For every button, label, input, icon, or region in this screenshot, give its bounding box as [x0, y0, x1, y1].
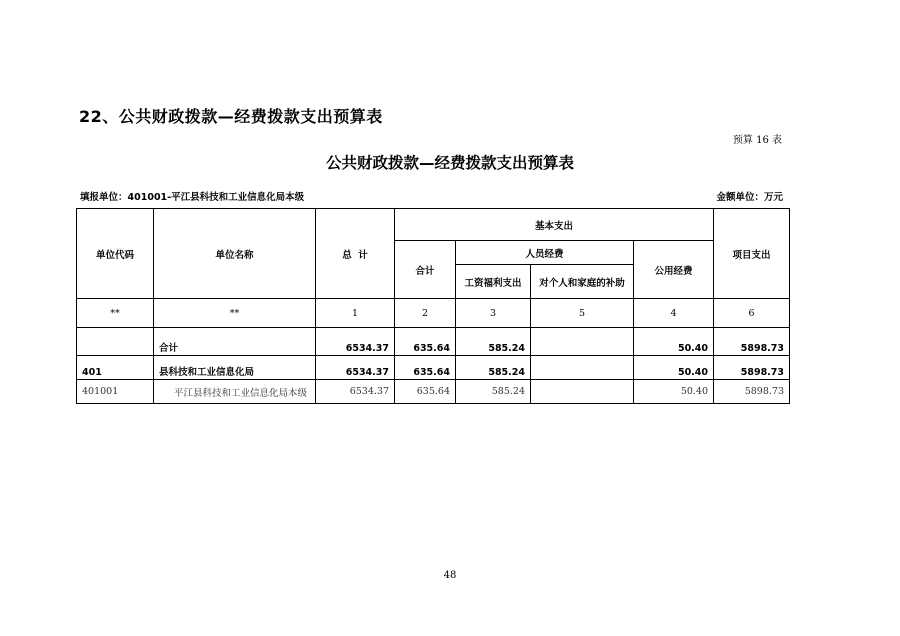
- table-title: 公共财政拨款—经费拨款支出预算表: [325, 154, 574, 172]
- table-row-total: [77, 328, 790, 356]
- index-cell: 4: [634, 299, 714, 328]
- header-total: 总 计: [316, 209, 395, 299]
- header-public-funds: 公用经费: [634, 241, 714, 299]
- header-basic-expenditure: 基本支出: [395, 209, 714, 241]
- table-row-department: [77, 356, 790, 380]
- index-cell: **: [154, 299, 316, 328]
- cell-name: 县科技和工业信息化局: [154, 356, 316, 380]
- cell-subsidy: [531, 380, 634, 404]
- index-cell: 5: [531, 299, 634, 328]
- index-cell: 3: [456, 299, 531, 328]
- cell-total: 6534.37: [316, 380, 395, 404]
- cell-name: 合计: [154, 328, 316, 356]
- cell-subsidy: [531, 328, 634, 356]
- cell-total: 6534.37: [316, 356, 395, 380]
- cell-public: 50.40: [634, 356, 714, 380]
- header-unit-code: 单位代码: [77, 209, 154, 299]
- index-cell: 1: [316, 299, 395, 328]
- page-number: 48: [443, 570, 457, 581]
- budget-table: [76, 208, 790, 404]
- header-project-expenditure: 项目支出: [714, 209, 790, 299]
- header-personnel: 人员经费: [456, 241, 634, 265]
- cell-subsidy: [531, 356, 634, 380]
- cell-total: 6534.37: [316, 328, 395, 356]
- index-cell: 6: [714, 299, 790, 328]
- cell-wages: 585.24: [456, 328, 531, 356]
- table-number: 预算 16 表: [732, 135, 782, 146]
- cell-project: 5898.73: [714, 380, 790, 404]
- header-wages: 工资福利支出: [456, 265, 531, 299]
- cell-public: 50.40: [634, 380, 714, 404]
- header-household-subsidy: 对个人和家庭的补助: [531, 265, 634, 299]
- cell-project: 5898.73: [714, 328, 790, 356]
- index-row: [77, 299, 790, 328]
- cell-name: 平江县科技和工业信息化局本级: [154, 380, 316, 404]
- cell-subtotal: 635.64: [395, 328, 456, 356]
- cell-wages: 585.24: [456, 356, 531, 380]
- cell-public: 50.40: [634, 328, 714, 356]
- cell-project: 5898.73: [714, 356, 790, 380]
- header-unit-name: 单位名称: [154, 209, 316, 299]
- cell-subtotal: 635.64: [395, 356, 456, 380]
- cell-subtotal: 635.64: [395, 380, 456, 404]
- amount-unit: 金额单位：万元: [716, 192, 783, 203]
- filling-unit: 填报单位：401001-平江县科技和工业信息化局本级: [80, 192, 305, 203]
- index-cell: **: [77, 299, 154, 328]
- table-row-unit: [77, 380, 790, 404]
- cell-code: [77, 328, 154, 356]
- cell-wages: 585.24: [456, 380, 531, 404]
- cell-code: 401001: [77, 380, 154, 404]
- index-cell: 2: [395, 299, 456, 328]
- header-subtotal: 合计: [395, 241, 456, 299]
- section-title: 22、公共财政拨款—经费拨款支出预算表: [79, 107, 383, 126]
- cell-code: 401: [77, 356, 154, 380]
